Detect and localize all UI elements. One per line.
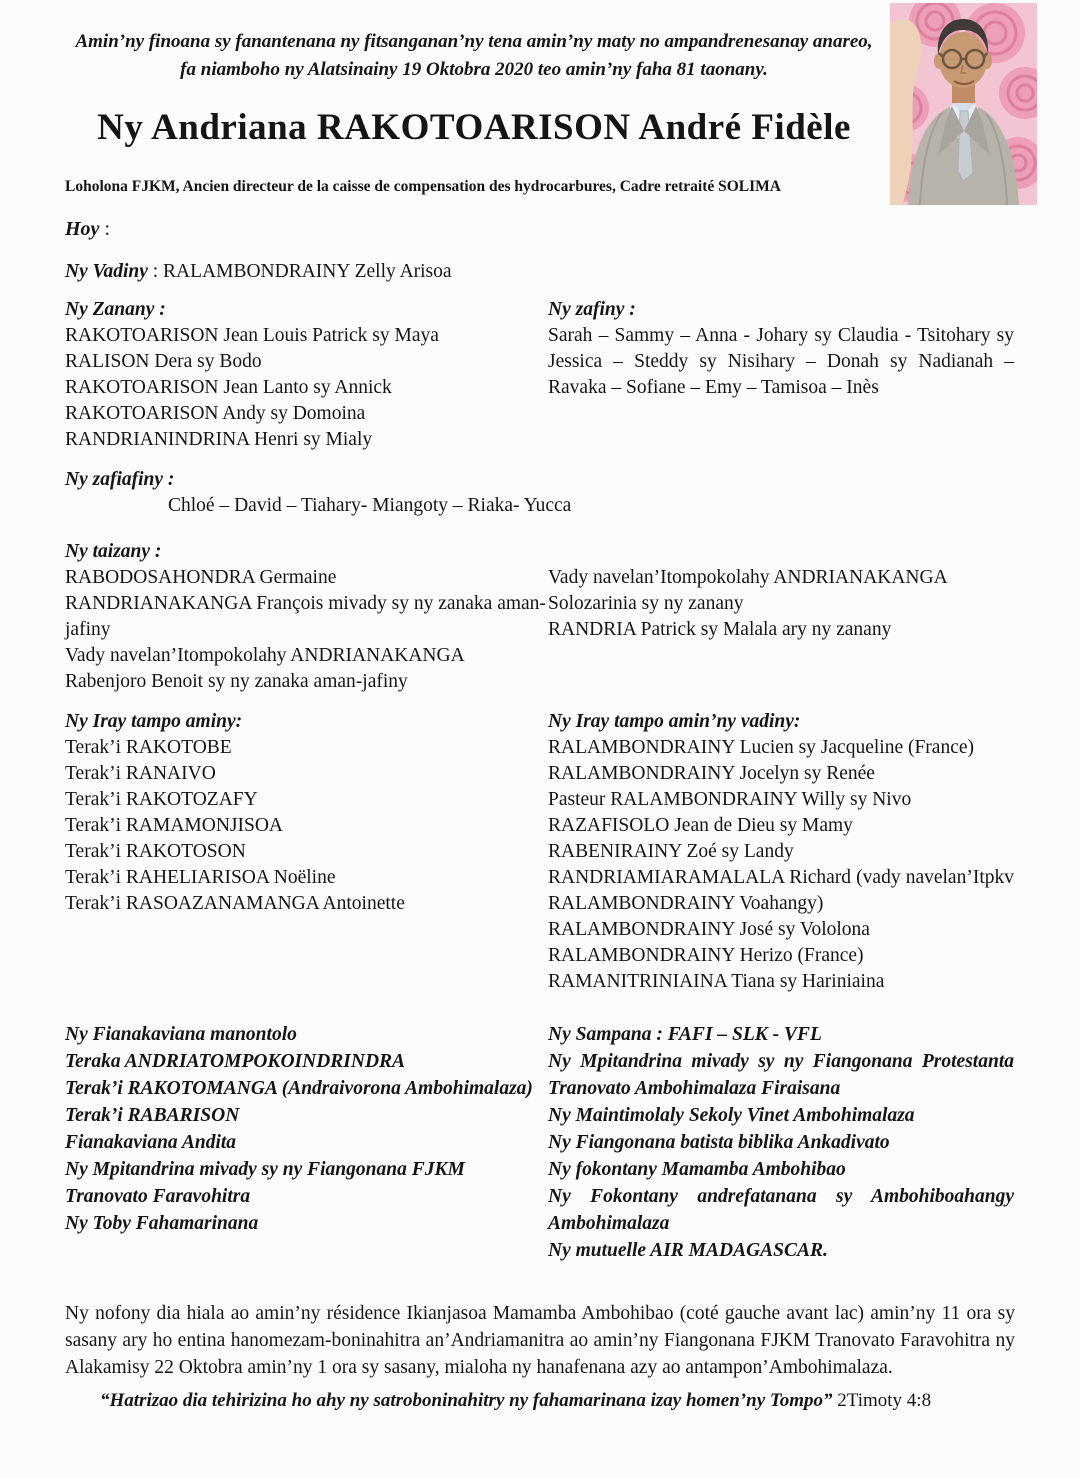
list-item: RANDRIANINDRINA Henri sy Mialy (65, 429, 373, 450)
wards-section (65, 539, 1015, 695)
hoy-line (65, 216, 1015, 243)
list-item: Ny mutuelle AIR MADAGASCAR. (548, 1240, 828, 1261)
list-item: RANDRIA Patrick sy Malala ary ny zanany (548, 619, 892, 640)
intro-line-2: fa niamboho ny Alatsinainy 19 Oktobra 2020 teo amin’ny faha 81 taonany. (180, 59, 768, 80)
list-item: Ny Fianakaviana manontolo (65, 1024, 297, 1045)
spouse-line (65, 258, 1015, 285)
list-item: Terak’i RAMAMONJISOA (65, 815, 283, 836)
list-item: RALAMBONDRAINY Jocelyn sy Renée (548, 763, 875, 784)
great-grandchildren-heading: Ny zafiafiny : (65, 469, 175, 490)
intro-announcement (65, 28, 883, 84)
list-item: Terak’i RASOAZANAMANGA Antoinette (65, 893, 405, 914)
list-item: RAKOTOARISON Jean Lanto sy Annick (65, 377, 392, 398)
wards-columns (65, 565, 1015, 695)
siblings-column (65, 709, 548, 995)
great-grandchildren-section (65, 467, 1015, 519)
list-item: Ny fokontany Mamamba Ambohibao (548, 1159, 846, 1180)
hoy-colon: : (99, 218, 110, 240)
list-item: RAMANITRINIAINA Tiana sy Hariniaina (548, 971, 885, 992)
list-item: Ny Toby Fahamarinana (65, 1213, 259, 1234)
siblings-heading: Ny Iray tampo aminy: (65, 711, 243, 732)
list-item: Terak’i RAKOTOSON (65, 841, 246, 862)
list-item: Ny Fokontany andrefatanana sy Ambohiboahangy Ambohimalaza (548, 1186, 1014, 1234)
list-item: RALAMBONDRAINY José sy Vololona (548, 919, 870, 940)
list-item: RAKOTOARISON Andy sy Domoina (65, 403, 366, 424)
portrait-illustration (890, 3, 1037, 205)
grandchildren-names: Sarah – Sammy – Anna - Johary sy Claudia - Tsitohary sy Jessica – Steddy sy Nisihary – Donah sy Nadianah – Ravaka – Sofiane – Emy – Tamisoa – Inès (548, 325, 1014, 398)
list-item: Terak’i RAKOTOZAFY (65, 789, 258, 810)
list-item: RAZAFISOLO Jean de Dieu sy Mamy (548, 815, 853, 836)
list-item: Terak’i RAHELIARISOA Noëline (65, 867, 336, 888)
scripture-quote: “Hatrizao dia tehirizina ho ahy ny satroboninahitry ny fahamarinana izay homen’ny Tompo” (100, 1390, 833, 1411)
list-item: RANDRIAMIARAMALALA Richard (vady navelan’Itpkv RALAMBONDRAINY Voahangy) (548, 867, 1014, 914)
list-item: Terak’i RAKOTOMANGA (Andraivorona Ambohimalaza) (65, 1078, 533, 1099)
children-heading: Ny Zanany : (65, 299, 166, 320)
list-item: Ny Mpitandrina mivady sy ny Fiangonana FJKM Tranovato Faravohitra (65, 1159, 465, 1207)
list-item: RALAMBONDRAINY Lucien sy Jacqueline (France) (548, 737, 975, 758)
list-item: Ny Sampana : FAFI – SLK - VFL (548, 1024, 822, 1045)
list-item: RANDRIANAKANGA François mivady sy ny zanaka aman-jafiny (65, 593, 546, 640)
list-item: Ny Mpitandrina mivady sy ny Fiangonana Protestanta Tranovato Ambohimalaza Firaisana (548, 1051, 1014, 1099)
list-item: Ny Fiangonana batista biblika Ankadivato (548, 1132, 890, 1153)
list-item: Terak’i RABARISON (65, 1105, 240, 1126)
list-item: Ny Maintimolaly Sekoly Vinet Ambohimalaza (548, 1105, 915, 1126)
family-organizations-section (65, 1021, 1015, 1264)
list-item: Vady navelan’Itompokolahy ANDRIANAKANGA Solozarinia sy ny zanany (548, 567, 947, 614)
scripture-reference: 2Timoty 4:8 (832, 1390, 932, 1411)
list-item: Terak’i RAKOTOBE (65, 737, 232, 758)
wards-heading: Ny taizany : (65, 541, 162, 562)
spouse-siblings-list (548, 735, 1014, 995)
hoy-label: Hoy (65, 218, 100, 240)
list-item: Teraka ANDRIATOMPOKOINDRINDRA (65, 1051, 406, 1072)
great-grandchildren-names: Chloé – David – Tiahary- Miangoty – Riaka- Yucca (168, 495, 572, 516)
list-item: RABODOSAHONDRA Germaine (65, 567, 337, 588)
grandchildren-heading: Ny zafiny : (548, 299, 636, 320)
grandchildren-column (548, 297, 1014, 453)
list-item: Fianakaviana Andita (65, 1132, 237, 1153)
wards-right-list (548, 539, 1014, 695)
siblings-section (65, 709, 1015, 995)
page-title: Ny Andriana RAKOTOARISON André Fidèle (97, 107, 851, 148)
deceased-role-subtitle: Loholona FJKM, Ancien directeur de la caisse de compensation des hydrocarbures, Cadre retraité SOLIMA (65, 178, 781, 195)
siblings-list (65, 735, 548, 917)
scripture-quote-line (65, 1387, 1015, 1414)
list-item: RALISON Dera sy Bodo (65, 351, 262, 372)
children-column (65, 297, 548, 453)
list-item: Pasteur RALAMBONDRAINY Willy sy Nivo (548, 789, 912, 810)
children-list (65, 323, 548, 453)
list-item: RAKOTOARISON Jean Louis Patrick sy Maya (65, 325, 439, 346)
list-item: RALAMBONDRAINY Herizo (France) (548, 945, 864, 966)
list-item: Vady navelan’Itompokolahy ANDRIANAKANGA Rabenjoro Benoit sy ny zanaka aman-jafiny (65, 645, 464, 692)
spouse-siblings-heading: Ny Iray tampo amin’ny vadiny: (548, 711, 801, 732)
spouse-value: : RALAMBONDRAINY Zelly Arisoa (147, 261, 452, 282)
spouse-label: Ny Vadiny (65, 261, 148, 282)
wards-left-list (65, 565, 548, 695)
family-groups-list (65, 1021, 548, 1264)
deceased-portrait-photo (890, 3, 1037, 205)
spouse-siblings-column (548, 709, 1014, 995)
funeral-details-paragraph: Ny nofony dia hiala ao amin’ny résidence Ikianjasoa Mamamba Ambohibao (coté gauche avant lac) amin’ny 11 ora sy sasany ary ho entina hanomezam-boninahitra an’Andriamanitra ao amin’ny Fiangonana FJKM Tranovato Faravohitra ny Alakamisy 22 Oktobra amin’ny 1 ora sy sasany, mialoha ny hanafenana azy ao antampon’Ambohimalaza. (65, 1303, 1015, 1378)
list-item: Terak’i RANAIVO (65, 763, 216, 784)
organizations-list (548, 1021, 1014, 1264)
list-item: RABENIRAINY Zoé sy Landy (548, 841, 794, 862)
intro-line-1: Amin’ny finoana sy fanantenana ny fitsanganan’ny tena amin’ny maty no ampandrenesanay anareo, (75, 31, 873, 52)
children-grandchildren-section (65, 297, 1015, 453)
